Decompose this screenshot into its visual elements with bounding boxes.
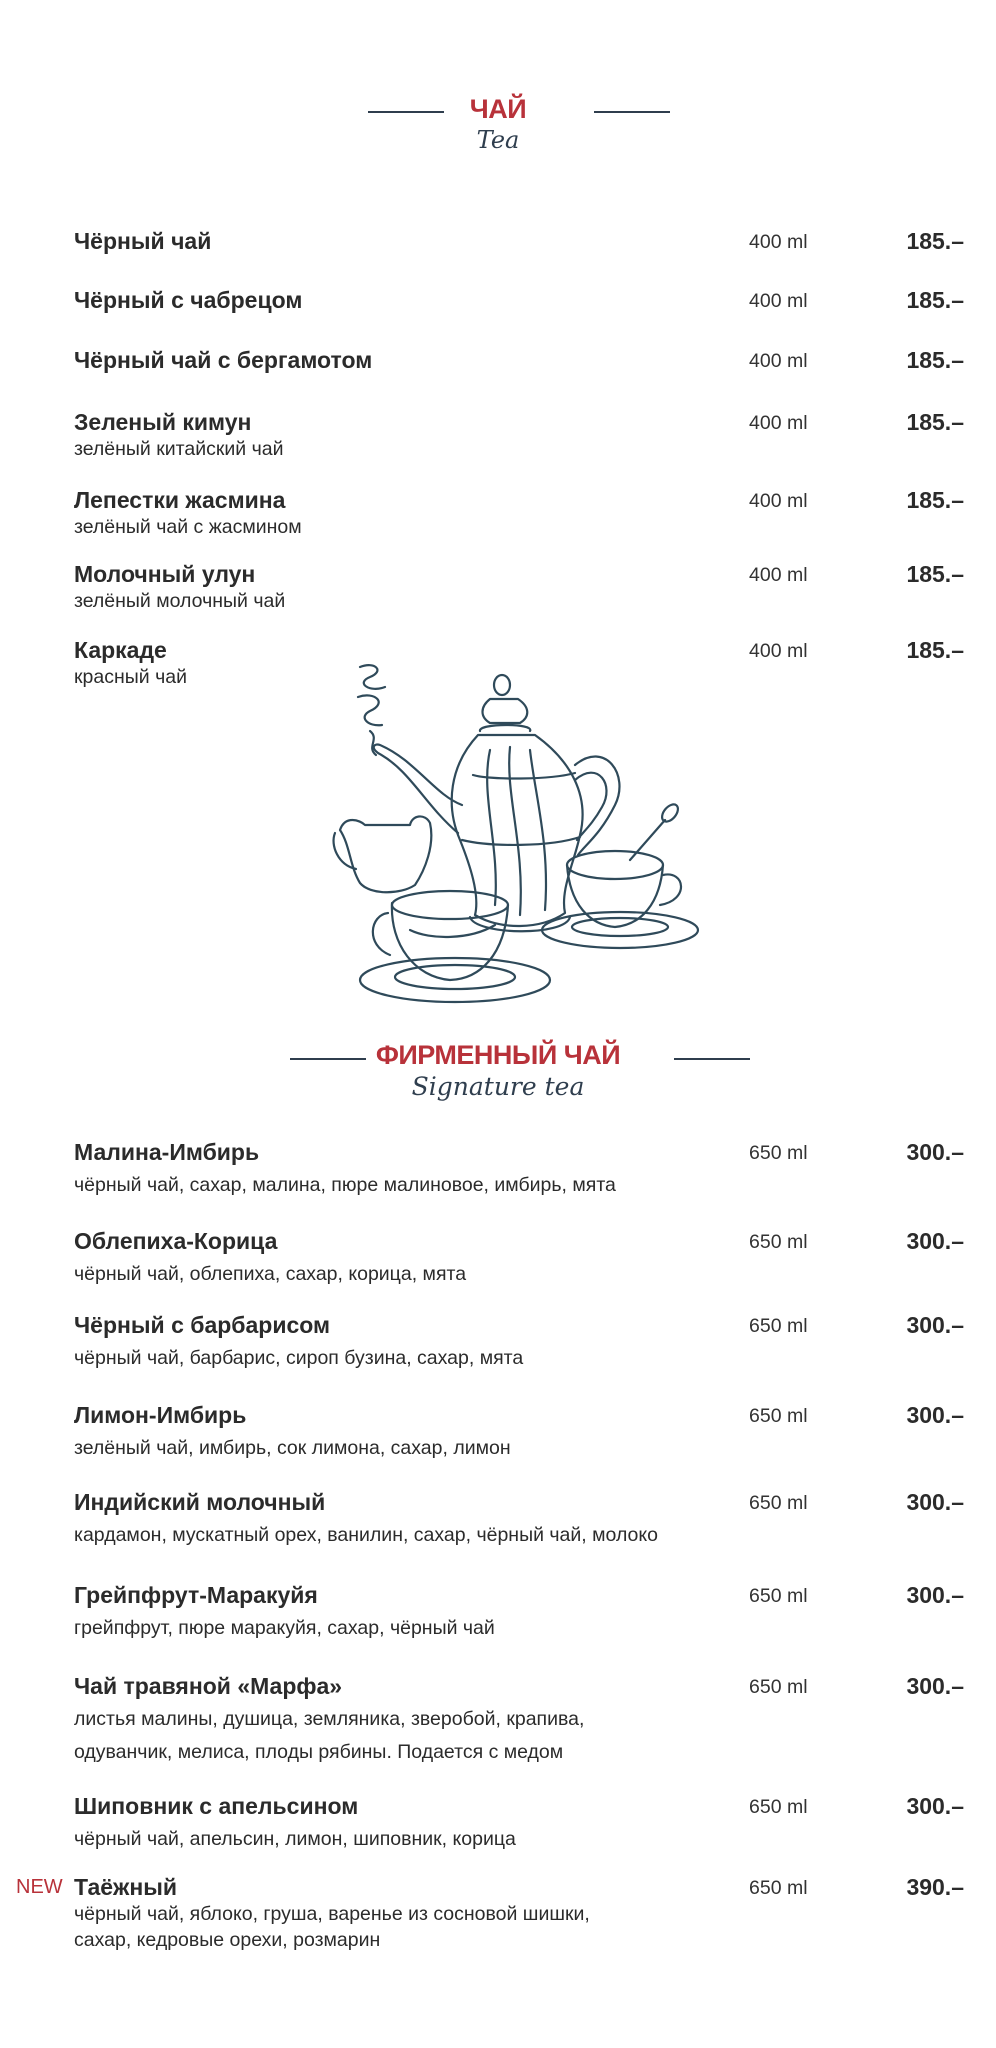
- item-volume: 400 ml: [749, 564, 808, 586]
- section-subtitle: Tea: [476, 126, 520, 154]
- section-subtitle: Signature tea: [411, 1072, 585, 1101]
- item-price: 185.–: [906, 487, 964, 513]
- item-name: Лепестки жасмина: [74, 487, 286, 513]
- item-description: чёрный чай, яблоко, груша, варенье из сосновой шишки,: [74, 1903, 590, 1925]
- item-volume: 650 ml: [749, 1585, 808, 1607]
- item-name: Зеленый кимун: [74, 409, 252, 435]
- item-price: 300.–: [906, 1312, 964, 1338]
- item-volume: 400 ml: [749, 640, 808, 662]
- item-description: чёрный чай, сахар, малина, пюре малиновое, имбирь, мята: [74, 1174, 616, 1196]
- signature-section-header: [0, 1028, 996, 1118]
- item-volume: 650 ml: [749, 1315, 808, 1337]
- item-volume: 650 ml: [749, 1142, 808, 1164]
- item-name: Грейпфрут-Маракуйя: [74, 1582, 318, 1608]
- item-volume: 400 ml: [749, 350, 808, 372]
- item-description: кардамон, мускатный орех, ванилин, сахар, чёрный чай, молоко: [74, 1524, 658, 1546]
- item-name: Лимон-Имбирь: [74, 1402, 247, 1428]
- item-price: 300.–: [906, 1228, 964, 1254]
- item-name: Малина-Имбирь: [74, 1139, 260, 1165]
- item-volume: 650 ml: [749, 1231, 808, 1253]
- item-price: 185.–: [906, 287, 964, 313]
- item-price: 300.–: [906, 1673, 964, 1699]
- item-volume: 650 ml: [749, 1877, 808, 1899]
- item-name: Каркаде: [74, 637, 167, 663]
- item-volume: 400 ml: [749, 412, 808, 434]
- item-volume: 650 ml: [749, 1405, 808, 1427]
- item-name: Чёрный чай: [74, 228, 212, 254]
- teapot-and-cups-icon: [330, 655, 730, 1015]
- item-volume: 650 ml: [749, 1676, 808, 1698]
- item-price: 300.–: [906, 1489, 964, 1515]
- item-price: 300.–: [906, 1793, 964, 1819]
- new-badge: NEW: [16, 1876, 63, 1898]
- item-name: Чёрный с барбарисом: [74, 1312, 331, 1338]
- item-description: грейпфрут, пюре маракуйя, сахар, чёрный чай: [74, 1617, 495, 1639]
- item-price: 300.–: [906, 1582, 964, 1608]
- item-name: Молочный улун: [74, 561, 256, 587]
- item-name: Шиповник с апельсином: [74, 1793, 359, 1819]
- item-price: 300.–: [906, 1139, 964, 1165]
- tea-section-header: [0, 90, 996, 180]
- section-title: ФИРМЕННЫЙ ЧАЙ: [375, 1040, 621, 1070]
- item-description: зелёный молочный чай: [74, 590, 286, 612]
- item-description: зелёный китайский чай: [74, 438, 284, 460]
- item-description: чёрный чай, апельсин, лимон, шиповник, корица: [74, 1828, 516, 1850]
- item-price: 300.–: [906, 1402, 964, 1428]
- item-description: чёрный чай, облепиха, сахар, корица, мята: [74, 1263, 467, 1285]
- item-price: 185.–: [906, 409, 964, 435]
- item-price: 390.–: [906, 1874, 964, 1900]
- item-price: 185.–: [906, 561, 964, 587]
- item-description: зелёный чай, имбирь, сок лимона, сахар, лимон: [74, 1437, 511, 1459]
- item-name: Таёжный: [74, 1874, 178, 1900]
- item-volume: 650 ml: [749, 1492, 808, 1514]
- item-price: 185.–: [906, 228, 964, 254]
- item-description: зелёный чай с жасмином: [74, 516, 302, 538]
- item-description-line2: сахар, кедровые орехи, розмарин: [74, 1929, 381, 1951]
- item-volume: 650 ml: [749, 1796, 808, 1818]
- item-description: чёрный чай, барбарис, сироп бузина, сахар, мята: [74, 1347, 524, 1369]
- section-title: ЧАЙ: [469, 94, 527, 124]
- item-name: Облепиха-Корица: [74, 1228, 278, 1254]
- item-name: Чай травяной «Марфа»: [74, 1673, 343, 1699]
- item-description-line2: одуванчик, мелиса, плоды рябины. Подается с медом: [74, 1741, 564, 1763]
- item-price: 185.–: [906, 347, 964, 373]
- item-name: Чёрный с чабрецом: [74, 287, 303, 313]
- item-volume: 400 ml: [749, 490, 808, 512]
- item-description: листья малины, душица, земляника, зверобой, крапива,: [74, 1708, 585, 1730]
- item-volume: 400 ml: [749, 231, 808, 253]
- item-name: Индийский молочный: [74, 1489, 326, 1515]
- item-volume: 400 ml: [749, 290, 808, 312]
- item-name: Чёрный чай с бергамотом: [74, 347, 373, 373]
- item-price: 185.–: [906, 637, 964, 663]
- item-description: красный чай: [74, 666, 187, 688]
